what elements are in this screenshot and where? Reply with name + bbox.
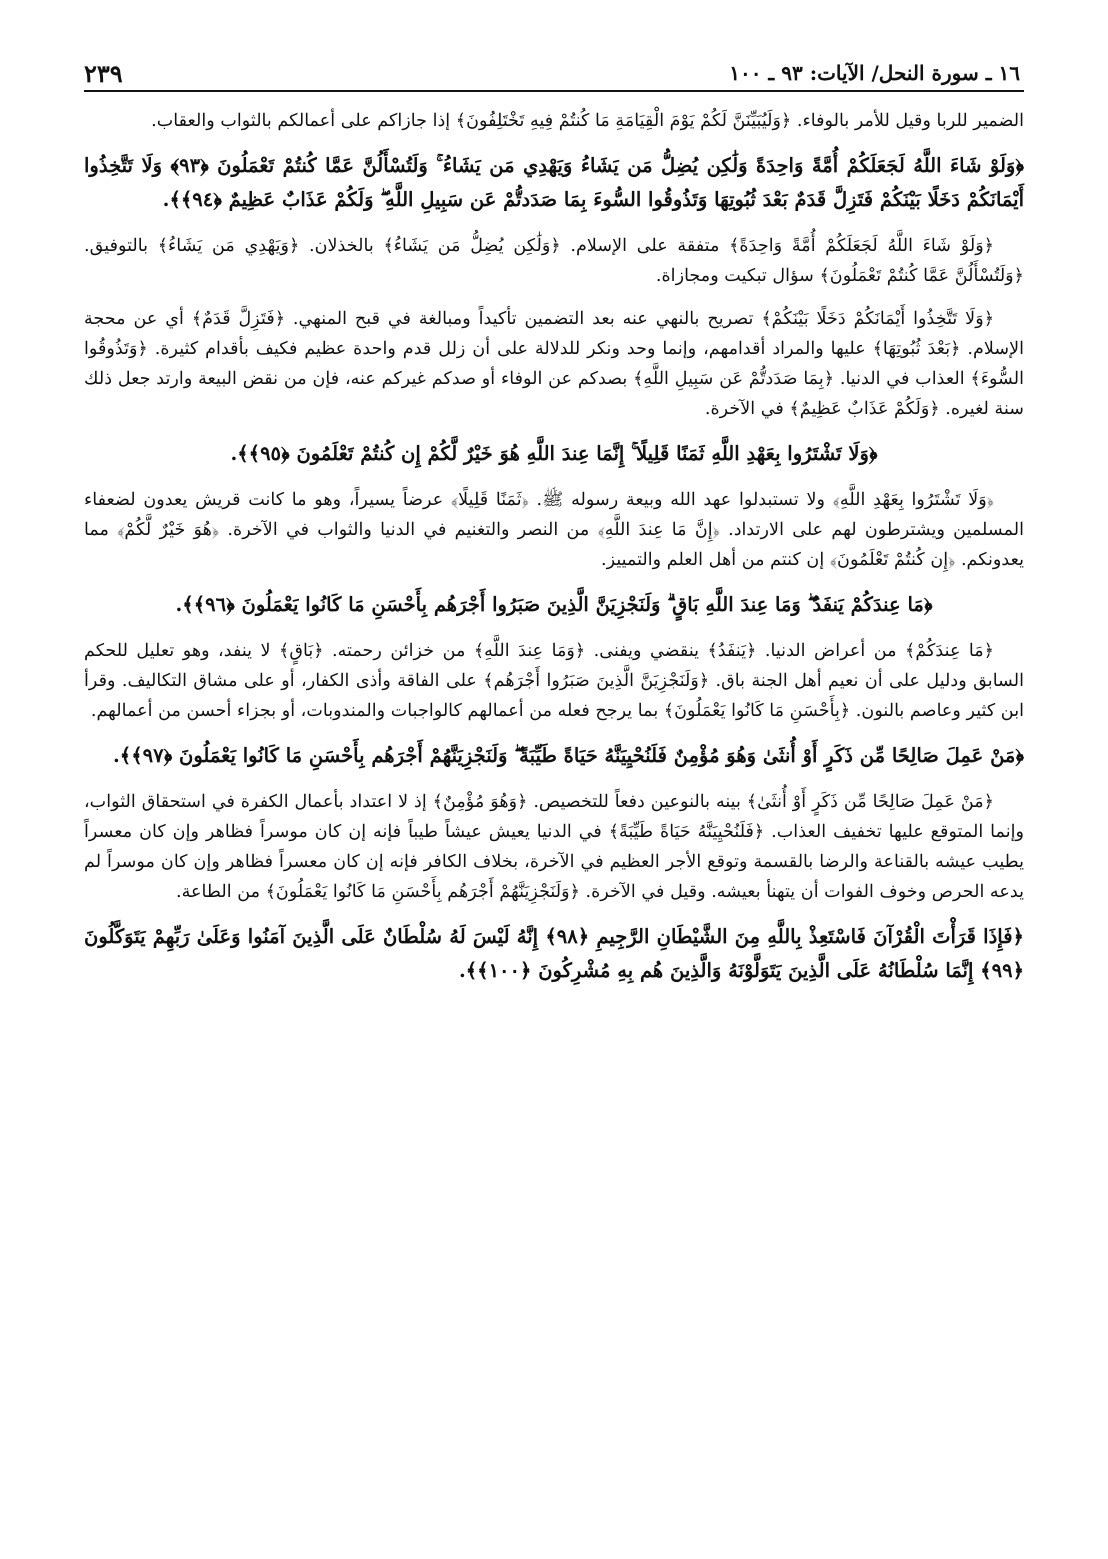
book-page bbox=[84, 56, 1024, 1516]
quran-verse-97: ﴿مَنْ عَمِلَ صَالِحًا مِّن ذَكَرٍ أَوْ أُنثَىٰ وَهُوَ مُؤْمِنٌ فَلَنُحْيِيَنَّهُ حَيَاةً طَيِّبَةً ۖ وَلَنَجْزِيَنَّهُمْ أَجْرَهُم بِأَحْسَنِ مَا كَانُوا يَعْمَلُونَ ﴿٩٧﴾﴾. bbox=[113, 744, 1024, 767]
page-number: ٢٣٩ bbox=[84, 58, 123, 88]
running-title: ١٦ ـ سورة النحل/ الآيات: ٩٣ ـ ١٠٠ bbox=[729, 61, 1020, 85]
quran-verse-96: ﴿مَا عِندَكُمْ يَنفَدُ ۖ وَمَا عِندَ اللَّهِ بَاقٍ ۗ وَلَنَجْزِيَنَّ الَّذِينَ صَبَرُوا أَجْرَهُم بِأَحْسَنِ مَا كَانُوا يَعْمَلُونَ ﴿٩٦﴾﴾. bbox=[175, 593, 933, 616]
quran-verses-93-94: ﴿وَلَوْ شَاءَ اللَّهُ لَجَعَلَكُمْ أُمَّةً وَاحِدَةً وَلَٰكِن يُضِلُّ مَن يَشَاءُ وَيَهْدِي مَن يَشَاءُ ۚ وَلَتُسْأَلُنَّ عَمَّا كُنتُمْ تَعْمَلُونَ ﴿٩٣﴾ وَلَا تَتَّخِذُوا أَيْمَانَكُمْ دَخَلًا بَيْنَكُمْ فَتَزِلَّ قَدَمٌ بَعْدَ ثُبُوتِهَا وَتَذُوقُوا السُّوءَ بِمَا صَدَدتُّمْ عَن سَبِيلِ اللَّهِ ۖ وَلَكُمْ عَذَابٌ عَظِيمٌ ﴿٩٤﴾﴾. bbox=[84, 154, 1024, 211]
running-header bbox=[84, 56, 1024, 92]
commentary-paragraph: ﴿وَلَا تَتَّخِذُوا أَيْمَانَكُمْ دَخَلًا بَيْنَكُمْ﴾ تصريح بالنهي عنه بعد التضمين تأكيداً ومبالغة في قبح المنهي. ﴿فَتَزِلَّ قَدَمٌ﴾ أي عن محجة الإسلام. ﴿بَعْدَ ثُبُوتِهَا﴾ عليها والمراد أقدامهم، وإنما وحد ونكر للدلالة على أن زلل قدم واحدة عظيم فكيف بأقدام كثيرة. ﴿وَتَذُوقُوا السُّوءَ﴾ العذاب في الدنيا. ﴿بِمَا صَدَدتُّمْ عَن سَبِيلِ اللَّهِ﴾ بصدكم عن الوفاء أو صدكم غيركم عنه، فإن من نقض البيعة وارتد جعل ذلك سنة لغيره. ﴿وَلَكُمْ عَذَابٌ عَظِيمٌ﴾ في الآخرة. bbox=[84, 309, 1024, 419]
commentary-paragraph: ﴿وَلَا تَشْتَرُوا بِعَهْدِ اللَّهِ﴾ ولا تستبدلوا عهد الله وبيعة رسوله ﷺ. ﴿ثَمَنًا قَلِيلًا﴾ عرضاً يسيراً، وهو ما كانت قريش يعدون لضعفاء المسلمين ويشترطون لهم على الارتداد. ﴿إِنَّ مَا عِندَ اللَّهِ﴾ من النصر والتغنيم في الدنيا والثواب في الآخرة. ﴿هُوَ خَيْرٌ لَّكُمْ﴾ مما يعدونكم. ﴿إِن كُنتُمْ تَعْلَمُونَ﴾ إن كنتم من أهل العلم والتمييز. bbox=[84, 490, 1024, 570]
commentary-paragraph: ﴿مَا عِندَكُمْ﴾ من أعراض الدنيا. ﴿يَنفَدُ﴾ ينقضي ويفنى. ﴿وَمَا عِندَ اللَّهِ﴾ من خزائن رحمته. ﴿بَاقٍ﴾ لا ينفد، وهو تعليل للحكم السابق ودليل على أن نعيم أهل الجنة باق. ﴿وَلَنَجْزِيَنَّ الَّذِينَ صَبَرُوا أَجْرَهُم﴾ على الفاقة وأذى الكفار، أو على مشاق التكاليف. وقرأ ابن كثير وعاصم بالنون. ﴿بِأَحْسَنِ مَا كَانُوا يَعْمَلُونَ﴾ بما يرجح فعله من أعمالهم كالواجبات والمندوبات، أو بجزاء أحسن من أعمالهم. bbox=[84, 641, 1024, 721]
page-body bbox=[84, 106, 1024, 988]
commentary-paragraph: الضمير للربا وقيل للأمر بالوفاء. ﴿وَلَيُبَيِّنَنَّ لَكُمْ يَوْمَ الْقِيَامَةِ مَا كُنتُمْ فِيهِ تَخْتَلِفُونَ﴾ إذا جازاكم على أعمالكم بالثواب والعقاب. bbox=[151, 111, 1024, 131]
quran-verses-98-100: ﴿فَإِذَا قَرَأْتَ الْقُرْآنَ فَاسْتَعِذْ بِاللَّهِ مِنَ الشَّيْطَانِ الرَّجِيمِ ﴿٩٨﴾ إِنَّهُ لَيْسَ لَهُ سُلْطَانٌ عَلَى الَّذِينَ آمَنُوا وَعَلَىٰ رَبِّهِمْ يَتَوَكَّلُونَ ﴿٩٩﴾ إِنَّمَا سُلْطَانُهُ عَلَى الَّذِينَ يَتَوَلَّوْنَهُ وَالَّذِينَ هُم بِهِ مُشْرِكُونَ ﴿١٠٠﴾﴾. bbox=[84, 925, 1024, 982]
commentary-paragraph: ﴿مَنْ عَمِلَ صَالِحًا مِّن ذَكَرٍ أَوْ أُنثَىٰ﴾ بينه بالنوعين دفعاً للتخصيص. ﴿وَهُوَ مُؤْمِنٌ﴾ إذ لا اعتداد بأعمال الكفرة في استحقاق الثواب، وإنما المتوقع عليها تخفيف العذاب. ﴿فَلَنُحْيِيَنَّهُ حَيَاةً طَيِّبَةً﴾ في الدنيا يعيش عيشاً طيباً فإنه إن كان موسراً فظاهر وإن كان معسراً يطيب عيشه بالقناعة والرضا بالقسمة وتوقع الأجر العظيم في الآخرة، بخلاف الكافر فإنه إن كان معسراً فظاهر وإن كان موسراً لم يدعه الحرص وخوف الفوات أن يتهنأ بعيشه. وقيل في الآخرة. ﴿وَلَنَجْزِيَنَّهُمْ أَجْرَهُم بِأَحْسَنِ مَا كَانُوا يَعْمَلُونَ﴾ من الطاعة. bbox=[84, 792, 1024, 902]
commentary-paragraph: ﴿وَلَوْ شَاءَ اللَّهُ لَجَعَلَكُمْ أُمَّةً وَاحِدَةً﴾ متفقة على الإسلام. ﴿وَلَٰكِن يُضِلُّ مَن يَشَاءُ﴾ بالخذلان. ﴿وَيَهْدِي مَن يَشَاءُ﴾ بالتوفيق. ﴿وَلَتُسْأَلُنَّ عَمَّا كُنتُمْ تَعْمَلُونَ﴾ سؤال تبكيت ومجازاة. bbox=[84, 236, 1024, 286]
quran-verse-95: ﴿وَلَا تَشْتَرُوا بِعَهْدِ اللَّهِ ثَمَنًا قَلِيلًا ۚ إِنَّمَا عِندَ اللَّهِ هُوَ خَيْرٌ لَّكُمْ إِن كُنتُمْ تَعْلَمُونَ ﴿٩٥﴾﴾. bbox=[230, 442, 878, 465]
